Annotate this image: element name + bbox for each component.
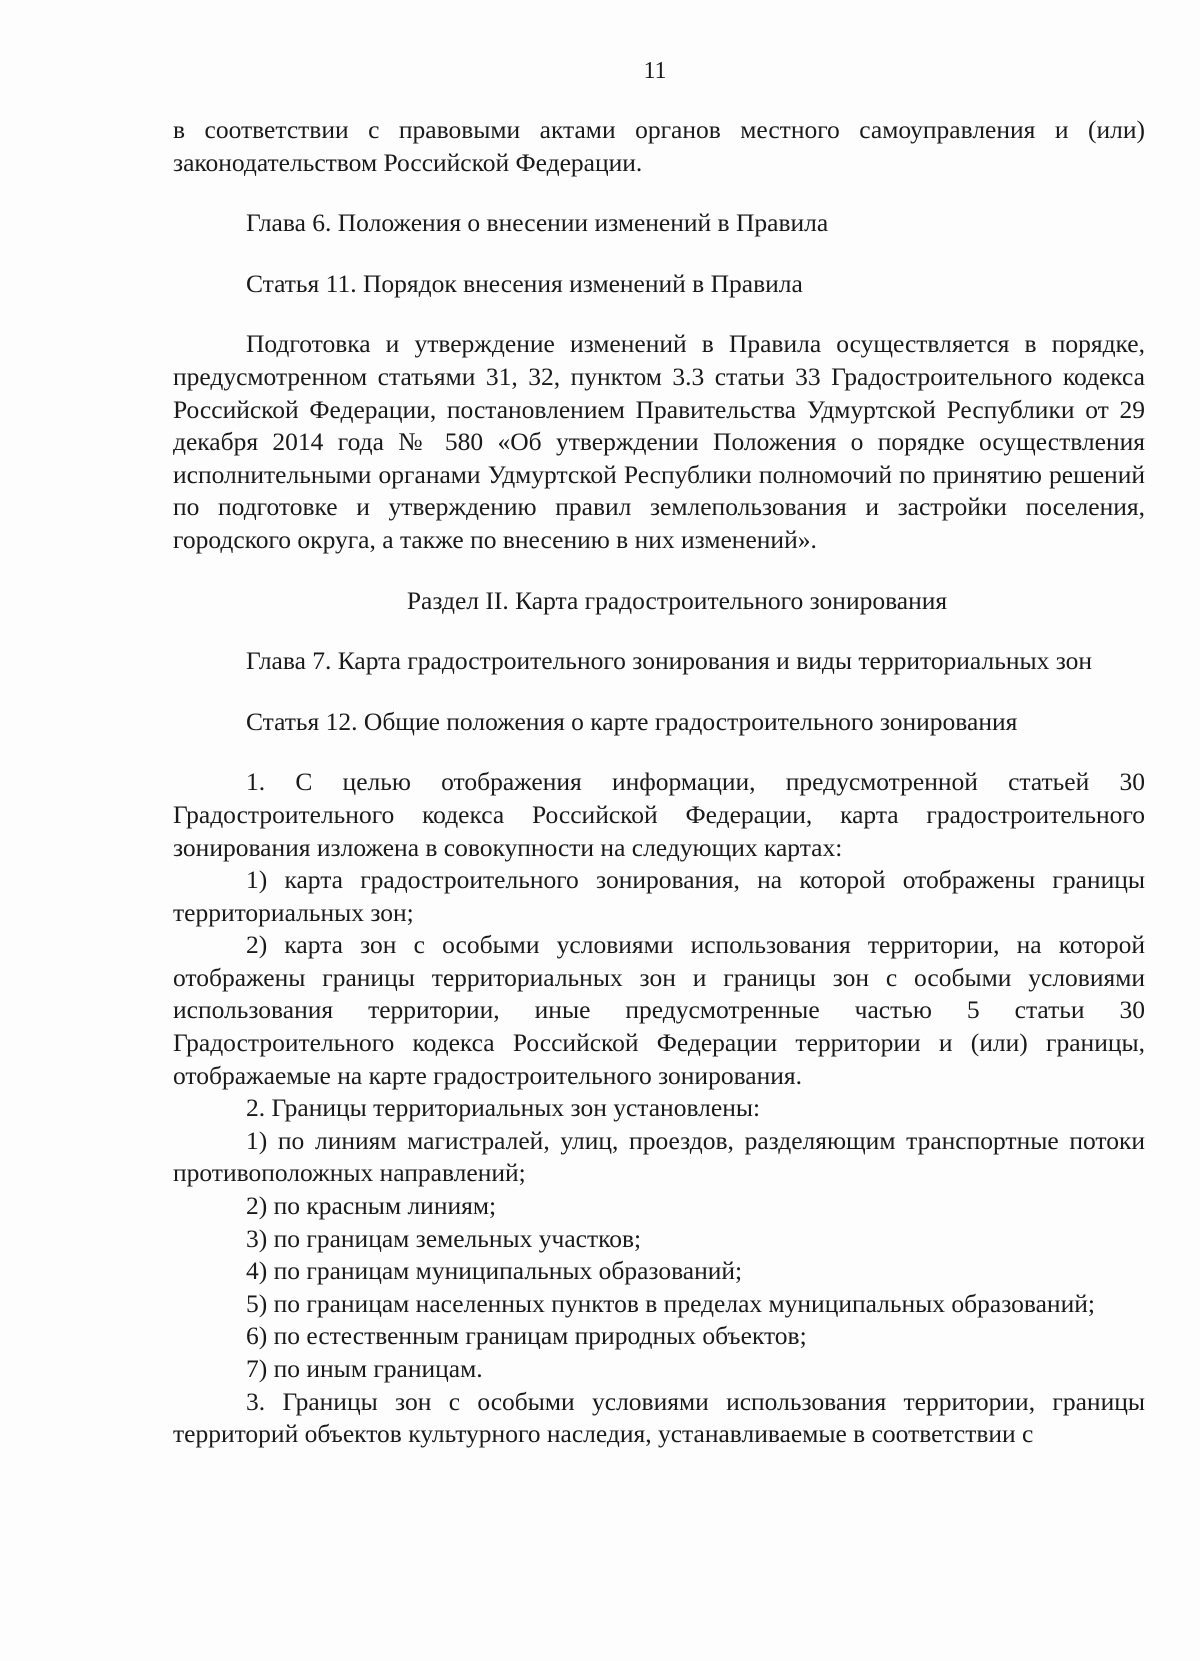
article-12-item-2-1: 1) по линиям магистралей, улиц, проездов, разделяющим транспортные потоки противоположных направлений; [173,1125,1145,1188]
article-12-item-2-7: 7) по иным границам. [246,1354,483,1383]
article-12-item-2-6: 6) по естественным границам природных объектов; [246,1321,807,1351]
article-12-item-1: 1. С целью отображения информации, предусмотренной статьей 30 Градостроительного кодекса Российской Федерации, карта градостроительного зонирования изложена в совокупности на следующих картах: [173,767,1145,862]
chapter-6-heading: Глава 6. Положения о внесении изменений в Правила [246,208,829,238]
article-12-item-2-3: 3) по границам земельных участков; [246,1223,642,1253]
section-2-heading: Раздел II. Карта градостроительного зонирования [406,585,948,615]
article-12-item-1-1: 1) карта градостроительного зонирования, на которой отображены границы территориальных зон; [173,865,1145,927]
page-number: 11 [643,58,667,84]
article-12-item-2: 2. Границы территориальных зон установлены: [246,1093,761,1123]
document-body [173,114,1145,1451]
article-11-heading: Статья 11. Порядок внесения изменений в Правила [246,268,803,298]
article-12-heading: Статья 12. Общие положения о карте градостроительного зонирования [246,706,1018,736]
article-12-item-2-4: 4) по границам муниципальных образований; [246,1256,743,1286]
article-12-item-1-2: 2) карта зон с особыми условиями использования территории, на которой отображены границы территориальных зон и границы зон с особыми условиями использования территории, иные предусмотренные частью 5 статьи 30 Градостроительного кодекса Российской Федерации территории и (или) границы, отображаемые на карте градостроительного зонирования. [173,930,1145,1090]
article-12-item-2-2: 2) по красным линиям; [246,1191,497,1221]
continuation-paragraph: в соответствии с правовыми актами органов местного самоуправления и (или) законодательством Российской Федерации. [173,115,1145,177]
article-11-paragraph: Подготовка и утверждение изменений в Правила осуществляется в порядке, предусмотренном статьями 31, 32, пунктом 3.3 статьи 33 Градостроительного кодекса Российской Федерации, постановлением Правительства Удмуртской Республики от 29 декабря 2014 года № 580 «Об утверждении Положения о порядке осуществления исполнительными органами Удмуртской Республики полномочий по принятию решений по подготовке и утверждению правил землепользования и застройки поселения, городского округа, а также по внесению в них изменений». [173,329,1145,554]
chapter-7-heading: Глава 7. Карта градостроительного зонирования и виды территориальных зон [246,646,1093,676]
article-12-item-2-5: 5) по границам населенных пунктов в пределах муниципальных образований; [246,1288,1095,1318]
article-12-item-3: 3. Границы зон с особыми условиями использования территории, границы территорий объектов культурного наследия, устанавливаемые в соответствии с [173,1386,1145,1449]
